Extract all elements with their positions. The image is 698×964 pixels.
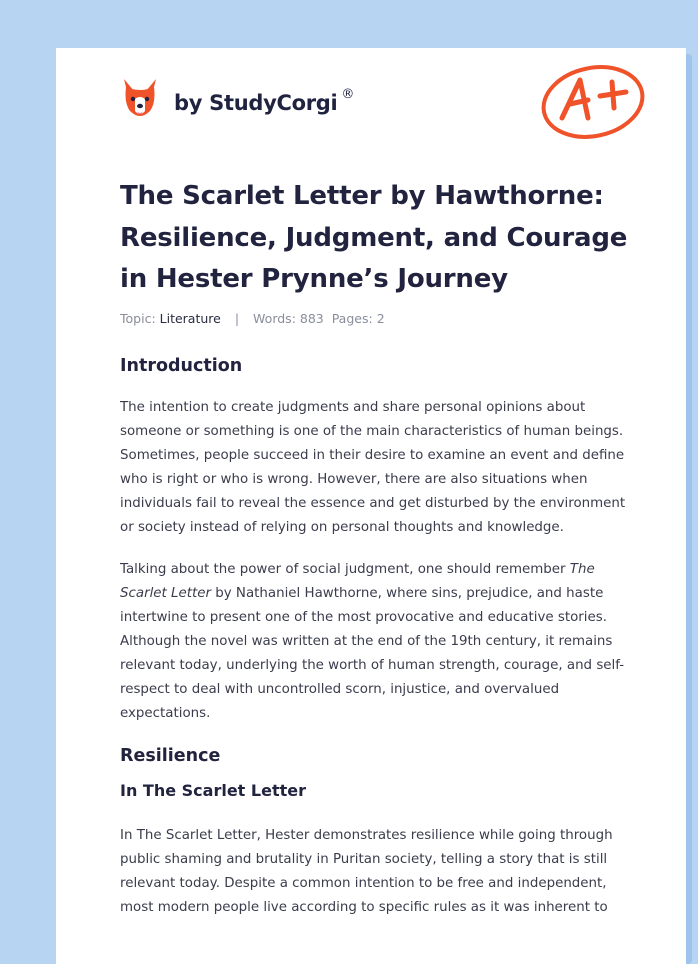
- words-label: Words:: [253, 311, 296, 326]
- topic-label: Topic:: [120, 311, 156, 326]
- grade-a-plus-icon: [536, 56, 652, 144]
- section-heading-introduction: Introduction: [120, 356, 243, 376]
- corgi-icon: [120, 77, 160, 121]
- grade-badge: [536, 56, 652, 148]
- meta-separator: |: [234, 311, 240, 326]
- section-heading-resilience: Resilience: [120, 746, 221, 766]
- essay-body: [120, 348, 634, 938]
- subsection-heading: In The Scarlet Letter: [120, 781, 306, 800]
- pages-label: Pages:: [331, 311, 373, 326]
- essay-title: The Scarlet Letter by Hawthorne: Resilience, Judgment, and Courage in Hester Prynne’s Journey: [120, 181, 628, 294]
- essay-meta: [120, 311, 385, 326]
- grade-label: A+: [536, 56, 538, 57]
- registered-mark: ®: [341, 87, 355, 102]
- paragraph: Talking about the power of social judgment, one should remember The Scarlet Letter by Nathaniel Hawthorne, where sins, prejudice, and haste intertwine to present one of the most provocative and educative stories. Although the novel was written at the end of the 19th century, it remains relevant today, underlying the worth of human strength, courage, and self-respect to deal with uncontrolled scorn, injustice, and overvalued expectations.: [120, 562, 625, 721]
- topic-link[interactable]: Literature: [159, 311, 221, 326]
- book-title: The Scarlet Letter: [120, 562, 595, 601]
- studycorgi-logo[interactable]: [120, 74, 354, 124]
- words-count: 883: [299, 311, 324, 326]
- brand-name: by StudyCorgi ®: [174, 87, 355, 115]
- pages-count: 2: [376, 311, 385, 326]
- paragraph: In The Scarlet Letter, Hester demonstrates resilience while going through public shaming and brutality in Puritan society, telling a story that is still relevant today. Despite a common intention to be free and independent, most modern people live according to specific rules as it was inherent to: [120, 828, 613, 915]
- paragraph: The intention to create judgments and share personal opinions about someone or something is one of the main characteristics of human beings. Sometimes, people succeed in their desire to examine an event and define who is right or who is wrong. However, there are also situations when individuals fail to reveal the essence and get disturbed by the environment or society instead of relying on personal thoughts and knowledge.: [120, 400, 626, 535]
- document-page: [56, 48, 686, 964]
